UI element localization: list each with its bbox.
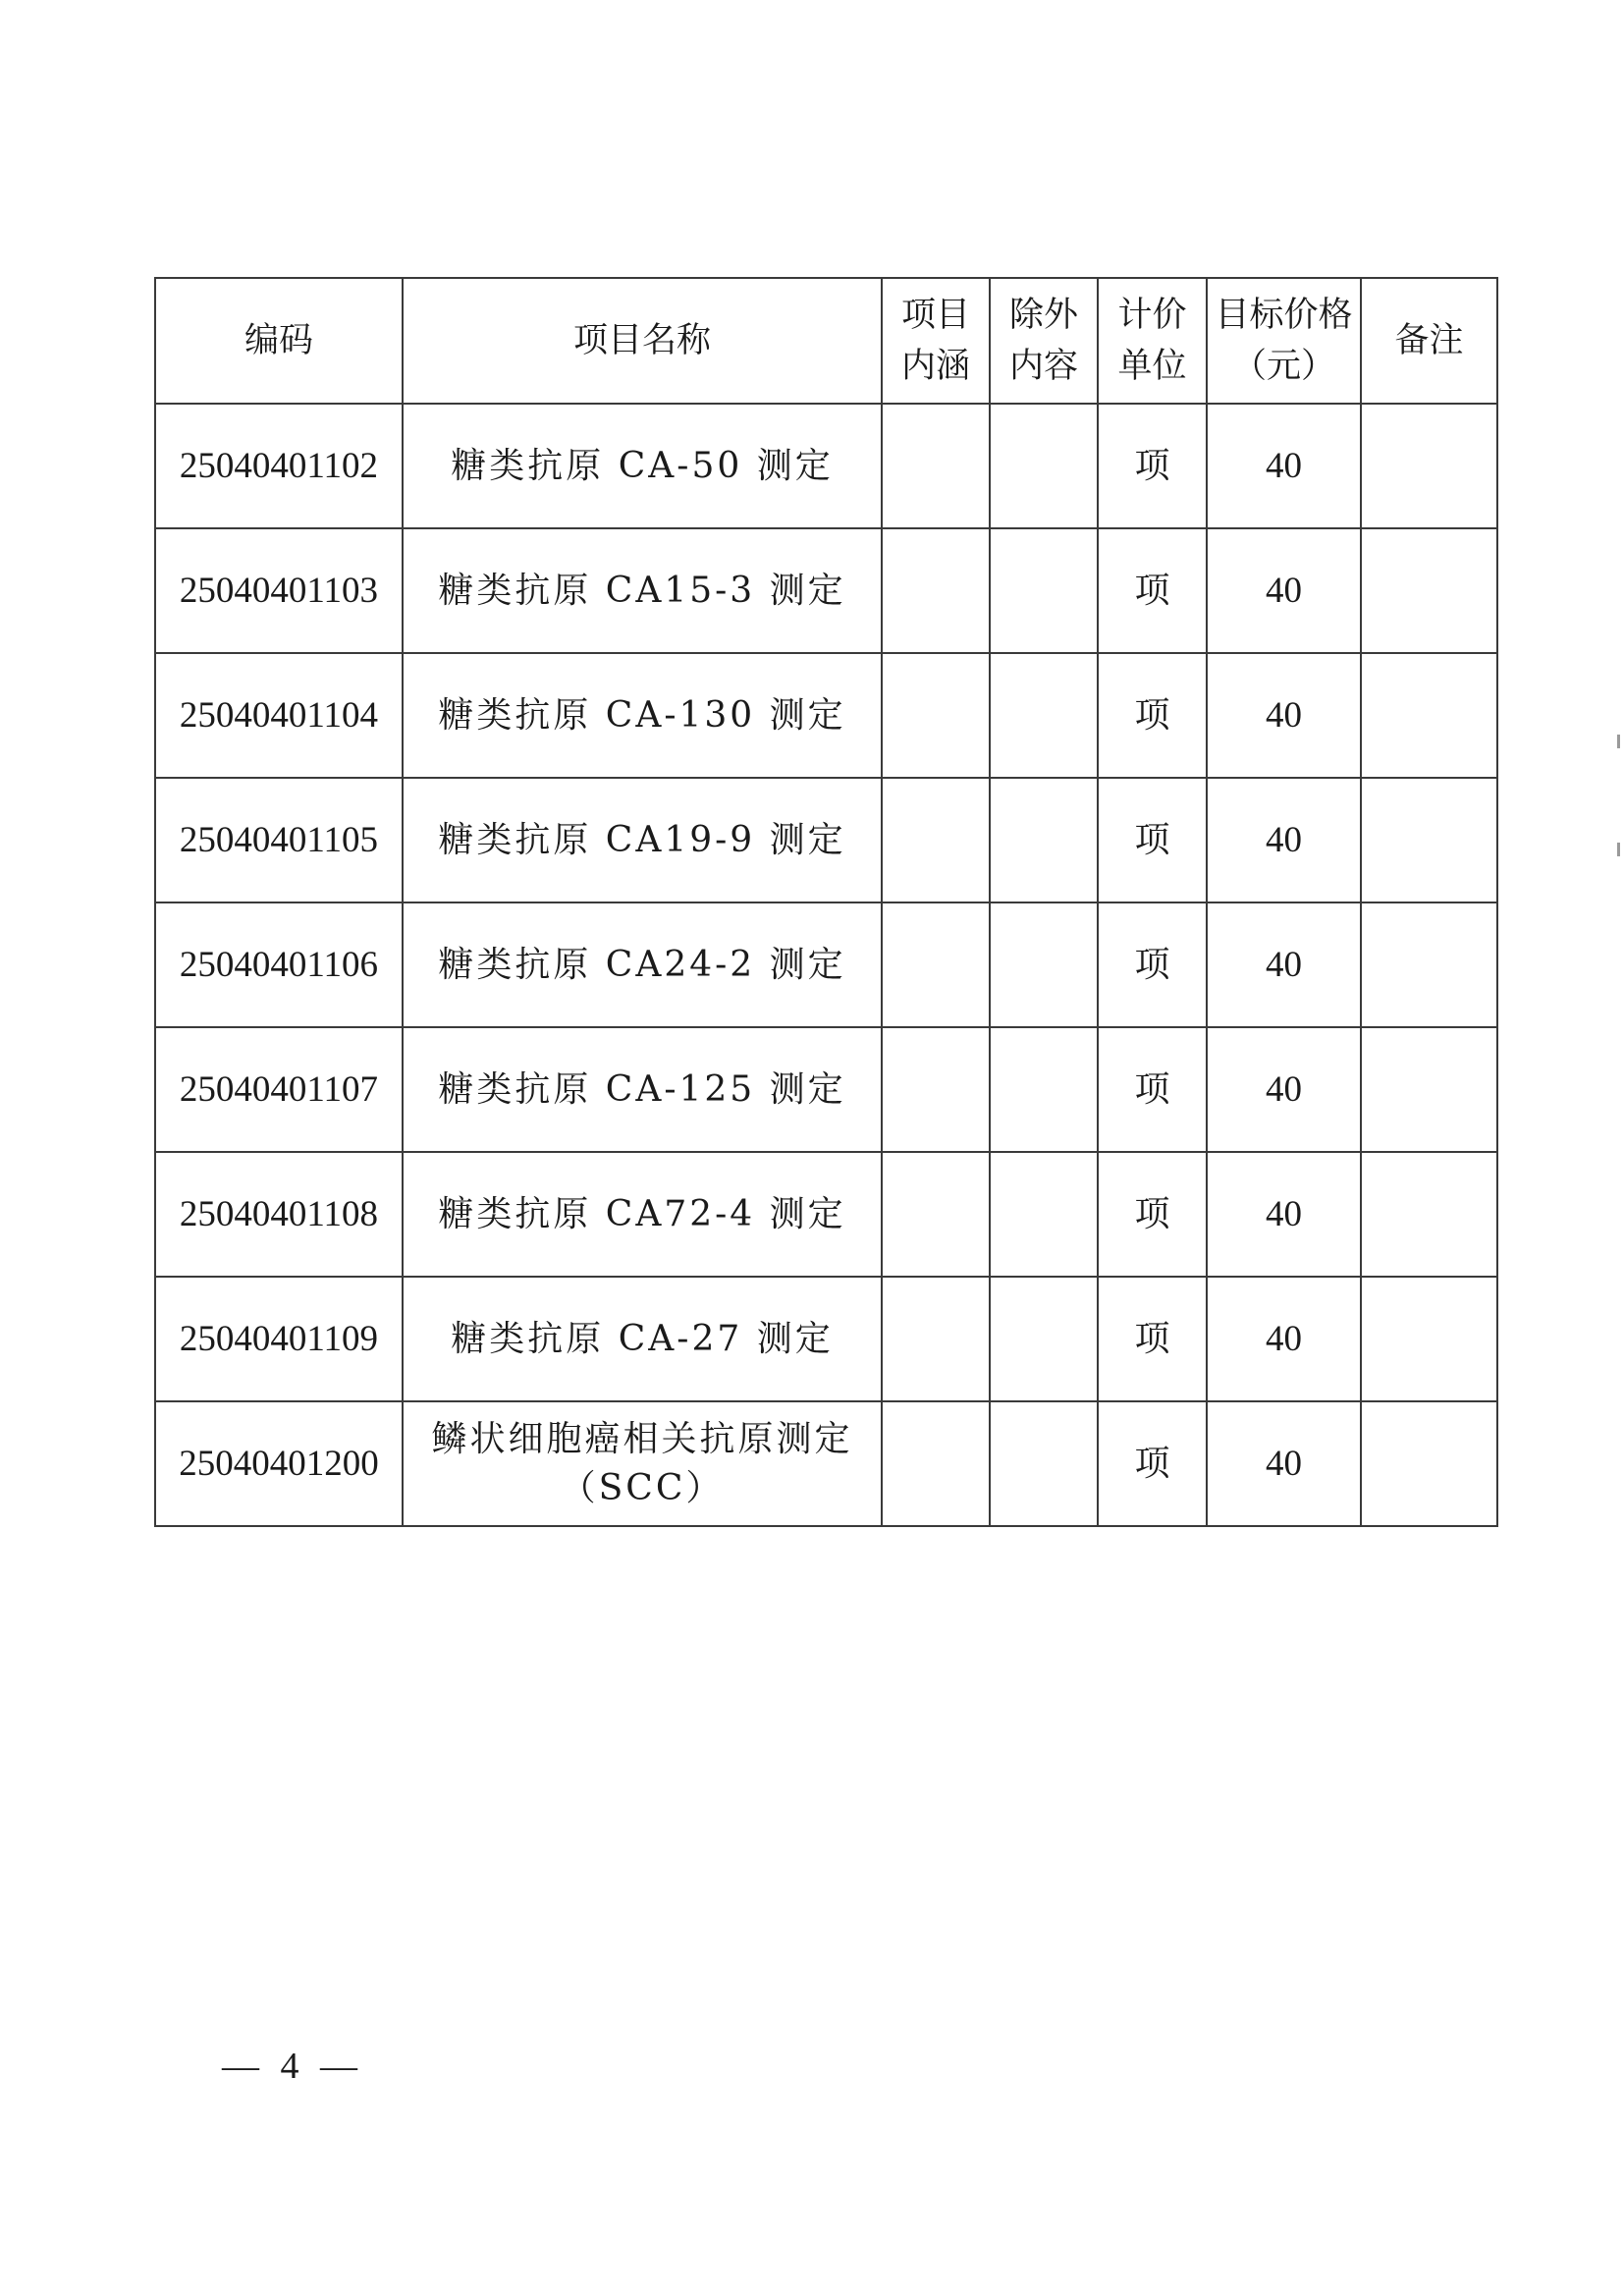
cell-name [403,1401,882,1526]
cell-content [882,778,990,902]
cell-content [882,1277,990,1401]
cell-name [403,902,882,1027]
cell-code: 25040401108 [155,1152,403,1277]
cell-unit: 项 [1098,1401,1207,1526]
cell-unit: 项 [1098,528,1207,653]
scan-artifact-mark [1617,735,1620,748]
table-row [155,404,1497,528]
header-content [882,278,990,404]
cell-remark [1361,902,1497,1027]
cell-code: 25040401104 [155,653,403,778]
cell-content [882,902,990,1027]
header-price-line-1: 目标价格 [1215,296,1353,335]
cell-content [882,653,990,778]
cell-code: 25040401103 [155,528,403,653]
cell-code: 25040401105 [155,778,403,902]
header-row [155,278,1497,404]
header-excluded [990,278,1098,404]
cell-name-line: 糖类抗原 CA15-3 测定 [438,570,846,611]
cell-remark [1361,404,1497,528]
header-name: 项目名称 [403,278,882,404]
cell-price: 40 [1207,404,1361,528]
table-row [155,1277,1497,1401]
cell-name-line: 糖类抗原 CA72-4 测定 [438,1193,846,1234]
header-price [1207,278,1361,404]
cell-excluded [990,404,1098,528]
cell-remark [1361,778,1497,902]
cell-name-line: 糖类抗原 CA24-2 测定 [438,944,846,985]
cell-price: 40 [1207,1152,1361,1277]
cell-excluded [990,1152,1098,1277]
cell-unit: 项 [1098,404,1207,528]
cell-content [882,528,990,653]
cell-content [882,1027,990,1152]
cell-excluded [990,1027,1098,1152]
header-excluded-line-2: 内容 [1008,347,1078,386]
cell-name [403,653,882,778]
cell-unit: 项 [1098,653,1207,778]
cell-price: 40 [1207,1027,1361,1152]
cell-content [882,1401,990,1526]
header-price-line-2: （元） [1231,347,1335,386]
cell-excluded [990,902,1098,1027]
cell-remark [1361,653,1497,778]
cell-price: 40 [1207,1277,1361,1401]
cell-code: 25040401200 [155,1401,403,1526]
table-row [155,528,1497,653]
cell-content [882,1152,990,1277]
header-remark: 备注 [1361,278,1497,404]
cell-price: 40 [1207,778,1361,902]
header-unit [1098,278,1207,404]
table-body [155,404,1497,1526]
cell-name-line: （SCC） [560,1467,725,1508]
table-header [155,278,1497,404]
table-row [155,1401,1497,1526]
table-row [155,653,1497,778]
table-row [155,778,1497,902]
cell-excluded [990,1401,1098,1526]
cell-price: 40 [1207,902,1361,1027]
cell-name-line: 糖类抗原 CA-125 测定 [438,1068,846,1110]
cell-code: 25040401107 [155,1027,403,1152]
header-unit-line-1: 计价 [1117,296,1187,335]
fee-table [154,277,1498,1527]
cell-name [403,404,882,528]
header-code: 编码 [155,278,403,404]
scan-artifact-mark [1617,843,1620,856]
cell-code: 25040401106 [155,902,403,1027]
table-row [155,1152,1497,1277]
cell-name-line: 鳞状细胞癌相关抗原测定 [431,1418,853,1459]
table-row [155,1027,1497,1152]
cell-remark [1361,1401,1497,1526]
header-excluded-line-1: 除外 [1008,296,1078,335]
cell-content [882,404,990,528]
cell-name [403,1027,882,1152]
cell-unit: 项 [1098,902,1207,1027]
cell-name [403,1152,882,1277]
cell-code: 25040401109 [155,1277,403,1401]
cell-unit: 项 [1098,778,1207,902]
cell-name-line: 糖类抗原 CA-50 测定 [451,445,834,486]
cell-remark [1361,1027,1497,1152]
cell-name [403,778,882,902]
cell-excluded [990,778,1098,902]
cell-remark [1361,1277,1497,1401]
table-row [155,902,1497,1027]
header-content-line-2: 内涵 [900,347,970,386]
cell-excluded [990,653,1098,778]
header-unit-line-2: 单位 [1117,347,1187,386]
cell-price: 40 [1207,653,1361,778]
cell-name-line: 糖类抗原 CA19-9 测定 [438,819,846,860]
cell-unit: 项 [1098,1027,1207,1152]
cell-price: 40 [1207,528,1361,653]
cell-price: 40 [1207,1401,1361,1526]
page-number: — 4 — [222,2046,363,2087]
cell-name [403,1277,882,1401]
header-content-line-1: 项目 [900,296,970,335]
cell-excluded [990,1277,1098,1401]
cell-name [403,528,882,653]
cell-unit: 项 [1098,1277,1207,1401]
cell-name-line: 糖类抗原 CA-27 测定 [451,1318,834,1359]
cell-excluded [990,528,1098,653]
cell-unit: 项 [1098,1152,1207,1277]
cell-code: 25040401102 [155,404,403,528]
cell-remark [1361,528,1497,653]
cell-name-line: 糖类抗原 CA-130 测定 [438,694,846,736]
cell-remark [1361,1152,1497,1277]
